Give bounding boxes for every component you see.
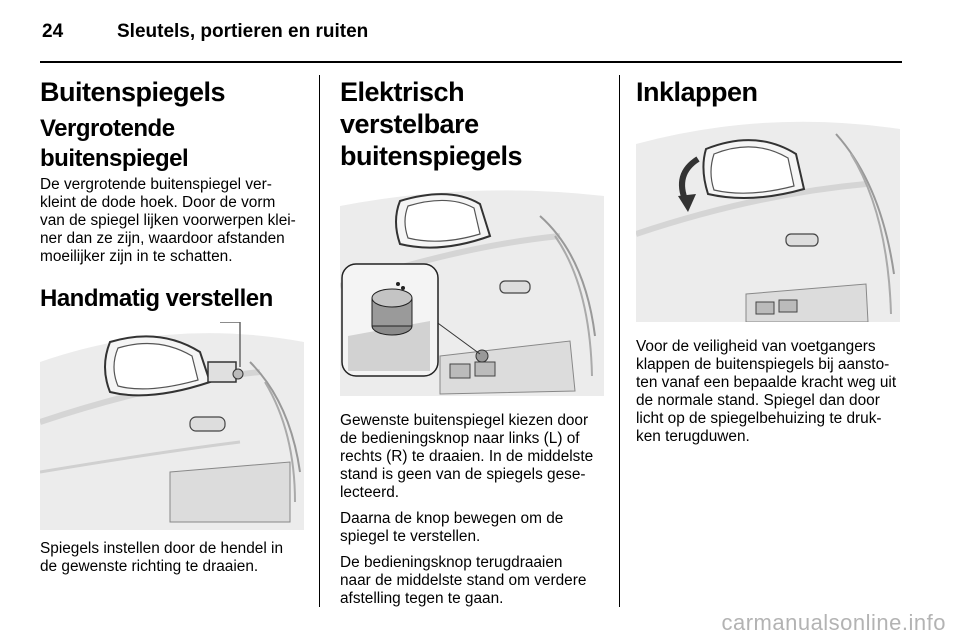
section-heading-inklappen: Inklappen xyxy=(636,77,758,107)
fold-mirror-illustration xyxy=(636,114,900,322)
text-line: klappen de buitenspiegels bij aansto- xyxy=(636,356,890,373)
paragraph-elektrisch-3 xyxy=(340,554,608,608)
column-1 xyxy=(40,74,310,576)
text-line: stand is geen van de spiegels gese- xyxy=(340,466,586,483)
column-divider-1 xyxy=(319,75,320,607)
text-line: licht op de spiegelbehuizing te druk- xyxy=(636,410,882,427)
text-line: naar de middelste stand om verdere xyxy=(340,572,587,589)
text-line: de gewenste richting te draaien. xyxy=(40,558,259,575)
section-heading-elektrisch-1: Elektrisch verstelbare xyxy=(340,77,479,139)
text-line: lecteerd. xyxy=(340,484,400,501)
manual-mirror-illustration xyxy=(40,322,304,530)
header-rule xyxy=(40,61,902,63)
section-heading-buitenspiegels: Buitenspiegels xyxy=(40,77,226,107)
paragraph-elektrisch-1 xyxy=(340,412,608,502)
text-line: afstelling tegen te gaan. xyxy=(340,590,504,607)
text-line: Gewenste buitenspiegel kiezen door xyxy=(340,412,589,429)
text-line: spiegel te verstellen. xyxy=(340,528,481,545)
section-heading-elektrisch-2: buitenspiegels xyxy=(340,141,523,171)
caption-handmatig xyxy=(40,540,310,576)
page-number: 24 xyxy=(42,21,64,42)
text-line: de bedieningsknop naar links (L) of xyxy=(340,430,580,447)
text-line: de normale stand. Spiegel dan door xyxy=(636,392,880,409)
chapter-title: Sleutels, portieren en ruiten xyxy=(117,21,369,42)
electric-mirror-switch-illustration xyxy=(340,186,604,396)
text-line: van de spiegel lijken voorwerpen klei- xyxy=(40,212,296,229)
column-3 xyxy=(636,74,906,446)
text-line: ken terugduwen. xyxy=(636,428,750,445)
subheading-vergrotende: Vergrotende buitenspiegel xyxy=(40,115,189,172)
text-line: ten vanaf een bepaalde kracht weg uit xyxy=(636,374,897,391)
text-line: Voor de veiligheid van voetgangers xyxy=(636,338,876,355)
watermark: carmanualsonline.info xyxy=(721,610,946,635)
text-line: moeilijker zijn in te schatten. xyxy=(40,248,233,265)
text-line: Spiegels instellen door de hendel in xyxy=(40,540,284,557)
text-line: rechts (R) te draaien. In de middelste xyxy=(340,448,594,465)
text-line: De bedieningsknop terugdraaien xyxy=(340,554,563,571)
column-2 xyxy=(340,74,608,608)
paragraph-inklappen xyxy=(636,338,906,446)
text-line: ner dan ze zijn, waardoor afstanden xyxy=(40,230,285,247)
paragraph-elektrisch-2 xyxy=(340,510,608,546)
text-line: kleint de dode hoek. Door de vorm xyxy=(40,194,276,211)
text-line: De vergrotende buitenspiegel ver- xyxy=(40,176,272,193)
subheading-handmatig: Handmatig verstellen xyxy=(40,285,273,312)
text-line: Daarna de knop bewegen om de xyxy=(340,510,564,527)
column-divider-2 xyxy=(619,75,620,607)
paragraph-vergrotende xyxy=(40,176,310,266)
